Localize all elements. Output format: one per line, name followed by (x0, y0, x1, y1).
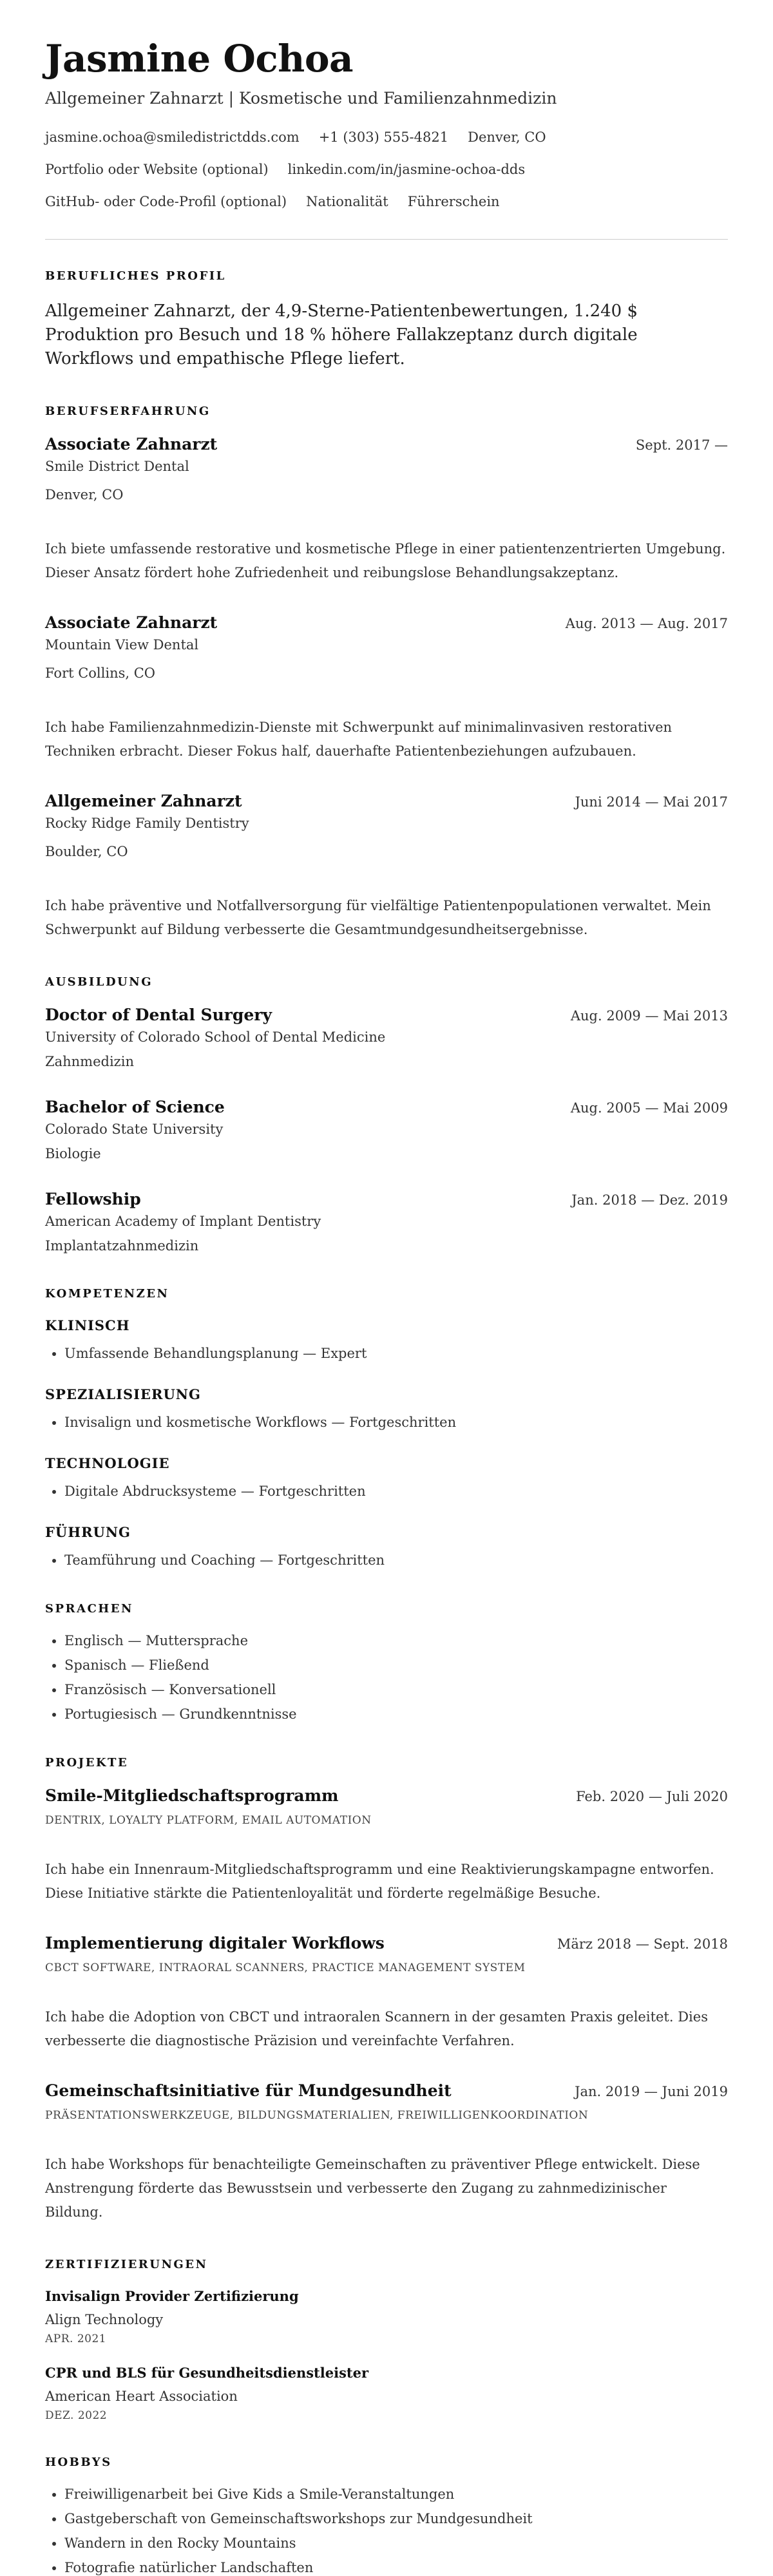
section-title: HOBBYS (45, 2455, 112, 2469)
drivers-license: Führerschein (407, 193, 500, 209)
contact-row-links (45, 162, 728, 177)
job-location: Boulder, CO (45, 843, 128, 859)
hobbies-section (45, 2456, 728, 2576)
degree-title: Doctor of Dental Surgery (45, 1005, 272, 1024)
hobby-item: • Gastgeberschaft von Gemeinschaftsworkshops zur Mundgesundheit (64, 2510, 728, 2527)
certification-issuer: Align Technology (45, 2311, 164, 2327)
portfolio-link[interactable]: Portfolio oder Website (optional) (45, 161, 269, 177)
hobby-item: • Fotografie natürlicher Landschaften (64, 2559, 728, 2576)
project-description: Ich habe Workshops für benachteiligte Gemeinschaften zu präventiver Pflege entwickelt. Diese Anstrengung förderte das Bewusstsein und verbesserte den Zugang zu zahnmedizinischer Bildung. (45, 2156, 700, 2220)
school-name: University of Colorado School of Dental Medicine (45, 1029, 386, 1045)
field-of-study: Biologie (45, 1145, 101, 1161)
phone-number[interactable]: +1 (303) 555-4821 (318, 129, 449, 145)
project-entry (45, 1786, 728, 1905)
skill-category: FÜHRUNG (45, 1523, 131, 1540)
job-description: Ich biete umfassende restorative und kosmetische Pflege in einer patientenzentrierten Umgebung. Dieser Ansatz fördert hohe Zufriedenheit und reibungslose Behandlungsakzeptanz. (45, 540, 726, 580)
experience-entry (45, 613, 728, 763)
experience-entry (45, 792, 728, 942)
project-entry (45, 1934, 728, 2053)
certifications-section (45, 2258, 728, 2422)
degree-title: Bachelor of Science (45, 1097, 225, 1116)
candidate-name: Jasmine Ochoa (45, 37, 354, 81)
field-of-study: Zahnmedizin (45, 1053, 134, 1069)
section-title: ZERTIFIZIERUNGEN (45, 2257, 208, 2271)
education-entry (45, 1190, 728, 1254)
projects-section (45, 1756, 728, 2224)
education-dates: Jan. 2018 — Dez. 2019 (571, 1192, 728, 1208)
field-of-study: Implantatzahnmedizin (45, 1237, 199, 1254)
section-title: SPRACHEN (45, 1601, 133, 1616)
project-tech-stack: PRÄSENTATIONSWERKZEUGE, BILDUNGSMATERIALIEN, FREIWILLIGENKOORDINATION (45, 2108, 589, 2122)
languages-section (45, 1602, 728, 1722)
project-dates: März 2018 — Sept. 2018 (557, 1936, 728, 1952)
job-description: Ich habe Familienzahnmedizin-Dienste mit Schwerpunkt auf minimalinvasiven restorativen Techniken erbracht. Dieser Fokus half, dauerhafte Patientenbeziehungen aufzubauen. (45, 719, 673, 759)
skill-category: TECHNOLOGIE (45, 1455, 170, 1471)
certification-name: Invisalign Provider Zertifizierung (45, 2287, 299, 2304)
school-name: Colorado State University (45, 1121, 224, 1137)
job-dates: Juni 2014 — Mai 2017 (575, 794, 728, 810)
certification-date: DEZ. 2022 (45, 2409, 108, 2422)
resume-header (45, 39, 728, 209)
skill-item: • Invisalign und kosmetische Workflows — Fortgeschritten (64, 1414, 728, 1431)
employer: Smile District Dental (45, 458, 189, 474)
certification-issuer: American Heart Association (45, 2388, 238, 2404)
certification-date: APR. 2021 (45, 2332, 107, 2345)
hobby-list (45, 2486, 728, 2576)
project-entry (45, 2081, 728, 2224)
language-item: • Englisch — Muttersprache (64, 1632, 728, 1649)
language-item: • Spanisch — Fließend (64, 1657, 728, 1674)
contact-row-primary (45, 129, 728, 145)
job-title: Allgemeiner Zahnarzt (45, 791, 242, 810)
language-list (45, 1632, 728, 1722)
skill-list (45, 1552, 728, 1569)
section-title: BERUFSERFAHRUNG (45, 404, 211, 418)
job-dates: Aug. 2013 — Aug. 2017 (565, 615, 728, 631)
job-title: Associate Zahnarzt (45, 613, 218, 632)
experience-section (45, 405, 728, 942)
skill-item: • Digitale Abdrucksysteme — Fortgeschritten (64, 1483, 728, 1500)
degree-title: Fellowship (45, 1189, 141, 1208)
education-dates: Aug. 2009 — Mai 2013 (570, 1007, 728, 1024)
job-dates: Sept. 2017 — (635, 437, 728, 453)
skill-list (45, 1414, 728, 1431)
hobby-item: • Wandern in den Rocky Mountains (64, 2535, 728, 2552)
profile-summary: Allgemeiner Zahnarzt, der 4,9-Sterne-Patientenbewertungen, 1.240 $ Produktion pro Besuch und 18 % höhere Fallakzeptanz durch digitale Workflows und empathische Pflege liefert. (45, 301, 638, 368)
project-name: Gemeinschaftsinitiative für Mundgesundheit (45, 2081, 452, 2100)
profile-section (45, 269, 728, 371)
employer: Mountain View Dental (45, 636, 199, 653)
education-entry (45, 1006, 728, 1069)
skill-item: • Teamführung und Coaching — Fortgeschritten (64, 1552, 728, 1569)
project-description: Ich habe ein Innenraum-Mitgliedschaftsprogramm und eine Reaktivierungskampagne entworfen. Diese Initiative stärkte die Patientenloyalität und förderte regelmäßige Besuche. (45, 1861, 714, 1901)
skills-section (45, 1287, 728, 1569)
certification-entry (45, 2288, 728, 2345)
contact-row-extra (45, 194, 728, 209)
certification-name: CPR und BLS für Gesundheitsdienstleister (45, 2364, 369, 2381)
language-item: • Portugiesisch — Grundkenntnisse (64, 1706, 728, 1722)
experience-entry (45, 435, 728, 585)
job-title: Associate Zahnarzt (45, 434, 218, 453)
skill-category: KLINISCH (45, 1317, 130, 1333)
certification-entry (45, 2365, 728, 2422)
section-title: PROJEKTE (45, 1755, 129, 1770)
linkedin-link[interactable]: linkedin.com/in/jasmine-ochoa-dds (287, 161, 526, 177)
headline: Allgemeiner Zahnarzt | Kosmetische und Familienzahnmedizin (45, 88, 557, 108)
skill-list (45, 1483, 728, 1500)
skill-item: • Umfassende Behandlungsplanung — Expert (64, 1345, 728, 1362)
location: Denver, CO (468, 129, 546, 145)
school-name: American Academy of Implant Dentistry (45, 1213, 321, 1229)
education-entry (45, 1098, 728, 1161)
project-tech-stack: CBCT SOFTWARE, INTRAORAL SCANNERS, PRACTICE MANAGEMENT SYSTEM (45, 1961, 526, 1974)
section-title: KOMPETENZEN (45, 1286, 169, 1301)
skill-category: SPEZIALISIERUNG (45, 1386, 201, 1402)
header-divider (45, 239, 728, 240)
employer: Rocky Ridge Family Dentistry (45, 815, 249, 831)
language-item: • Französisch — Konversationell (64, 1681, 728, 1698)
education-dates: Aug. 2005 — Mai 2009 (570, 1100, 728, 1116)
hobby-item: • Freiwilligenarbeit bei Give Kids a Smile-Veranstaltungen (64, 2486, 728, 2503)
github-link[interactable]: GitHub- oder Code-Profil (optional) (45, 193, 287, 209)
section-title: AUSBILDUNG (45, 975, 153, 989)
project-dates: Feb. 2020 — Juli 2020 (576, 1788, 728, 1804)
project-dates: Jan. 2019 — Juni 2019 (575, 2083, 728, 2099)
project-description: Ich habe die Adoption von CBCT und intraoralen Scannern in der gesamten Praxis geleitet. Dies verbesserte die diagnostische Präzision und vereinfachte Verfahren. (45, 2008, 708, 2048)
email-link[interactable]: jasmine.ochoa@smiledistrictdds.com (45, 129, 300, 145)
section-title: BERUFLICHES PROFIL (45, 269, 226, 283)
project-name: Smile-Mitgliedschaftsprogramm (45, 1786, 339, 1805)
job-location: Denver, CO (45, 486, 124, 502)
nationality: Nationalität (306, 193, 388, 209)
project-name: Implementierung digitaler Workflows (45, 1933, 385, 1952)
skill-list (45, 1345, 728, 1362)
job-location: Fort Collins, CO (45, 665, 156, 681)
education-section (45, 975, 728, 1254)
project-tech-stack: DENTRIX, LOYALTY PLATFORM, EMAIL AUTOMATION (45, 1813, 372, 1827)
job-description: Ich habe präventive und Notfallversorgung für vielfältige Patientenpopulationen verwaltet. Mein Schwerpunkt auf Bildung verbesserte die Gesamtmundgesundheitsergebnisse. (45, 897, 711, 937)
